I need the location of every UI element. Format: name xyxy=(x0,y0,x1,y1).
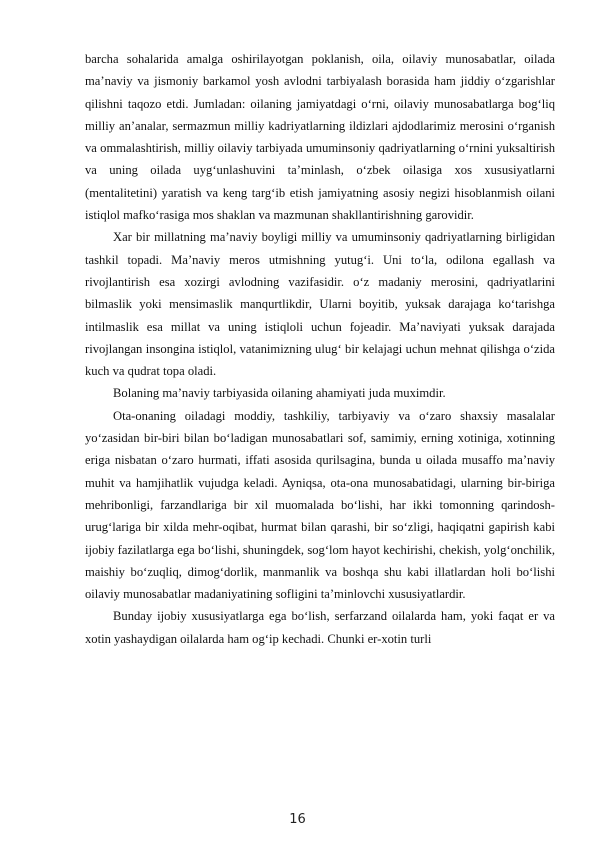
page-number: 16 xyxy=(289,812,306,827)
document-body xyxy=(85,48,555,650)
paragraph-spiritual-heritage: Xar bir millatning ma’naviy boyligi milliy va umuminsoniy qadriyatlarning birligidan tashkil topadi. Ma’naviy meros utmishning yutug‘i. Uni to‘la, odilona egallash va rivojlantirish esa xozirgi avlodning vazifasidir. o‘z madaniy merosini, qadriyatlarini bilmaslik yoki mensimaslik manqurtlikdir, Ularni boyitib, yuksak darajaga ko‘tarishga intilmaslik esa millat va uning istiqloli uchun fojeadir. Ma’naviyati yuksak darajada rivojlangan insongina istiqlol, vatanimizning ulug‘ bir kelajagi uchun mehnat qilishga o‘zida kuch va qudrat topa oladi. xyxy=(85,230,555,379)
paragraph-positive-traits: Bunday ijobiy xususiyatlarga ega bo‘lish, serfarzand oilalarda ham, yoki faqat er va xotin yashaydigan oilalarda ham og‘ip kechadi. Chunki er-xotin turli xyxy=(85,609,555,646)
paragraph-family-importance: Bolaning ma’naviy tarbiyasida oilaning ahamiyati juda muximdir. xyxy=(113,386,446,401)
paragraph-continuation: barcha sohalarida amalga oshirilayotgan poklanish, oila, oilaviy munosabatlar, oilada ma’naviy va jismoniy barkamol yosh avlodni tarbiyalash borasida ham jiddiy o‘zgarishlar qilishni taqozo etdi. Jumladan: oilaning jamiyatdagi o‘rni, oilaviy munosabatlarga bog‘liq milliy an’analar, sermazmun milliy kadriyatlarning ildizlari ajdodlarimiz merosini o‘rganish va ommalashtirish, milliy oilaviy tarbiyada umuminsoniy qadriyatlarning o‘rnini yuksaltirish va uning oilada uyg‘unlashuvini ta’minlash, o‘zbek oilasiga xos xususiyatlarni (mentalitetini) yaratish va keng targ‘ib etish jamiyatning asosiy negizi hisoblanmish oilani istiqlol mafko‘rasiga mos shaklan va mazmunan shakllantirishning garovidir. xyxy=(85,52,555,223)
paragraph-parent-relations: Ota-onaning oiladagi moddiy, tashkiliy, tarbiyaviy va o‘zaro shaxsiy masalalar yo‘zasidan bir-biri bilan bo‘ladigan munosabatlari sof, samimiy, erning xotiniga, xotinning eriga nisbatan o‘zaro hurmati, iffati asosida qurilsagina, bunda u oilada musaffo ma’naviy muhit va hamjihatlik vujudga keladi. Ayniqsa, ota-ona munosabatidagi, ularning bir-biriga mehribonligi, farzandlariga bir xil muomalada bo‘lishi, har ikki tomonning qarindosh-urug‘lariga bir xilda mehr-oqibat, hurmat bilan qarashi, bir so‘zligi, haqiqatni gapirish kabi ijobiy fazilatlarga ega bo‘lishi, shuningdek, sog‘lom hayot kechirishi, chekish, yolg‘onchilik, maishiy bo‘zuqliq, dimog‘dorlik, manmanlik va boshqa shu kabi illatlardan holi bo‘lishi oilaviy munosabatlar madaniyatining sofligini ta’minlovchi xususiyatlardir. xyxy=(85,408,555,602)
